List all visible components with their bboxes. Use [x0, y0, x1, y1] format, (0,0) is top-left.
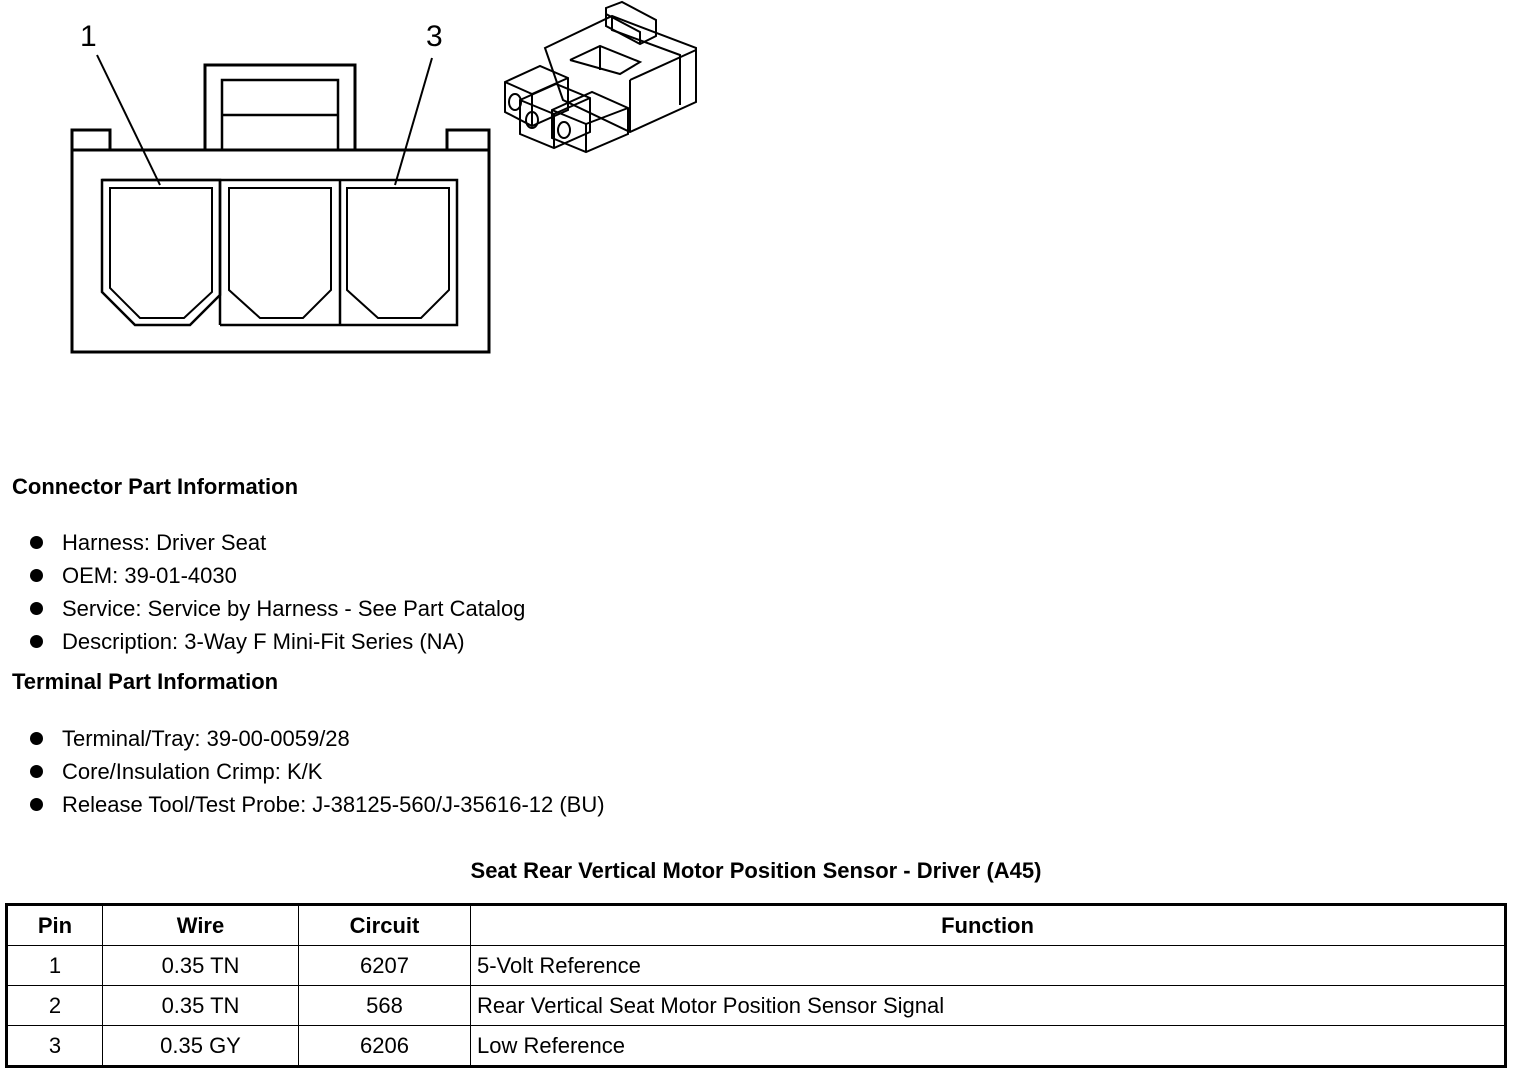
column-header-pin: Pin — [7, 905, 103, 946]
connector-info-list — [28, 526, 525, 658]
circuit-cell: 6206 — [299, 1026, 471, 1067]
connector-diagram — [0, 0, 720, 380]
left-latch — [72, 130, 110, 150]
table-header-row — [7, 905, 1506, 946]
pin-cell: 2 — [7, 986, 103, 1026]
wire-cell: 0.35 TN — [103, 986, 299, 1026]
connector-3d-view — [505, 2, 696, 152]
bullet-icon — [30, 569, 43, 582]
table-row — [7, 986, 1506, 1026]
bullet-icon — [30, 732, 43, 745]
list-item: Harness: Driver Seat — [28, 526, 525, 559]
bullet-icon — [30, 536, 43, 549]
bullet-icon — [30, 765, 43, 778]
terminal-info-title: Terminal Part Information — [12, 669, 279, 694]
table-title: Seat Rear Vertical Motor Position Sensor - Driver (A45) — [470, 858, 1042, 883]
list-item: OEM: 39-01-4030 — [28, 559, 525, 592]
pin-3-label: 3 — [426, 20, 443, 53]
bullet-icon — [30, 798, 43, 811]
right-latch — [447, 130, 489, 150]
column-header-function: Function — [471, 905, 1506, 946]
wire-cell: 0.35 TN — [103, 946, 299, 986]
function-cell: Rear Vertical Seat Motor Position Sensor Signal — [471, 986, 1506, 1026]
cavity-3 — [347, 188, 449, 318]
terminal-info-list — [28, 722, 605, 821]
function-cell: Low Reference — [471, 1026, 1506, 1067]
cavity-1 — [102, 180, 220, 325]
lock-tab — [205, 65, 355, 150]
pinout-table — [5, 903, 1507, 1068]
list-item: Release Tool/Test Probe: J-38125-560/J-35616-12 (BU) — [28, 788, 605, 821]
list-item: Description: 3-Way F Mini-Fit Series (NA) — [28, 625, 525, 658]
bullet-icon — [30, 635, 43, 648]
bullet-icon — [30, 602, 43, 615]
column-header-wire: Wire — [103, 905, 299, 946]
list-item: Core/Insulation Crimp: K/K — [28, 755, 605, 788]
list-item: Service: Service by Harness - See Part Catalog — [28, 592, 525, 625]
pin-cell: 1 — [7, 946, 103, 986]
circuit-cell: 6207 — [299, 946, 471, 986]
pin-1-label: 1 — [80, 20, 97, 53]
circuit-cell: 568 — [299, 986, 471, 1026]
function-cell: 5-Volt Reference — [471, 946, 1506, 986]
wire-cell: 0.35 GY — [103, 1026, 299, 1067]
cavity-2 — [229, 188, 331, 318]
column-header-circuit: Circuit — [299, 905, 471, 946]
pin-cell: 3 — [7, 1026, 103, 1067]
pin-3-leader — [395, 58, 432, 185]
table-row — [7, 1026, 1506, 1067]
pin-1-leader — [97, 55, 160, 185]
connector-info-title: Connector Part Information — [12, 474, 299, 499]
table-row — [7, 946, 1506, 986]
list-item: Terminal/Tray: 39-00-0059/28 — [28, 722, 605, 755]
